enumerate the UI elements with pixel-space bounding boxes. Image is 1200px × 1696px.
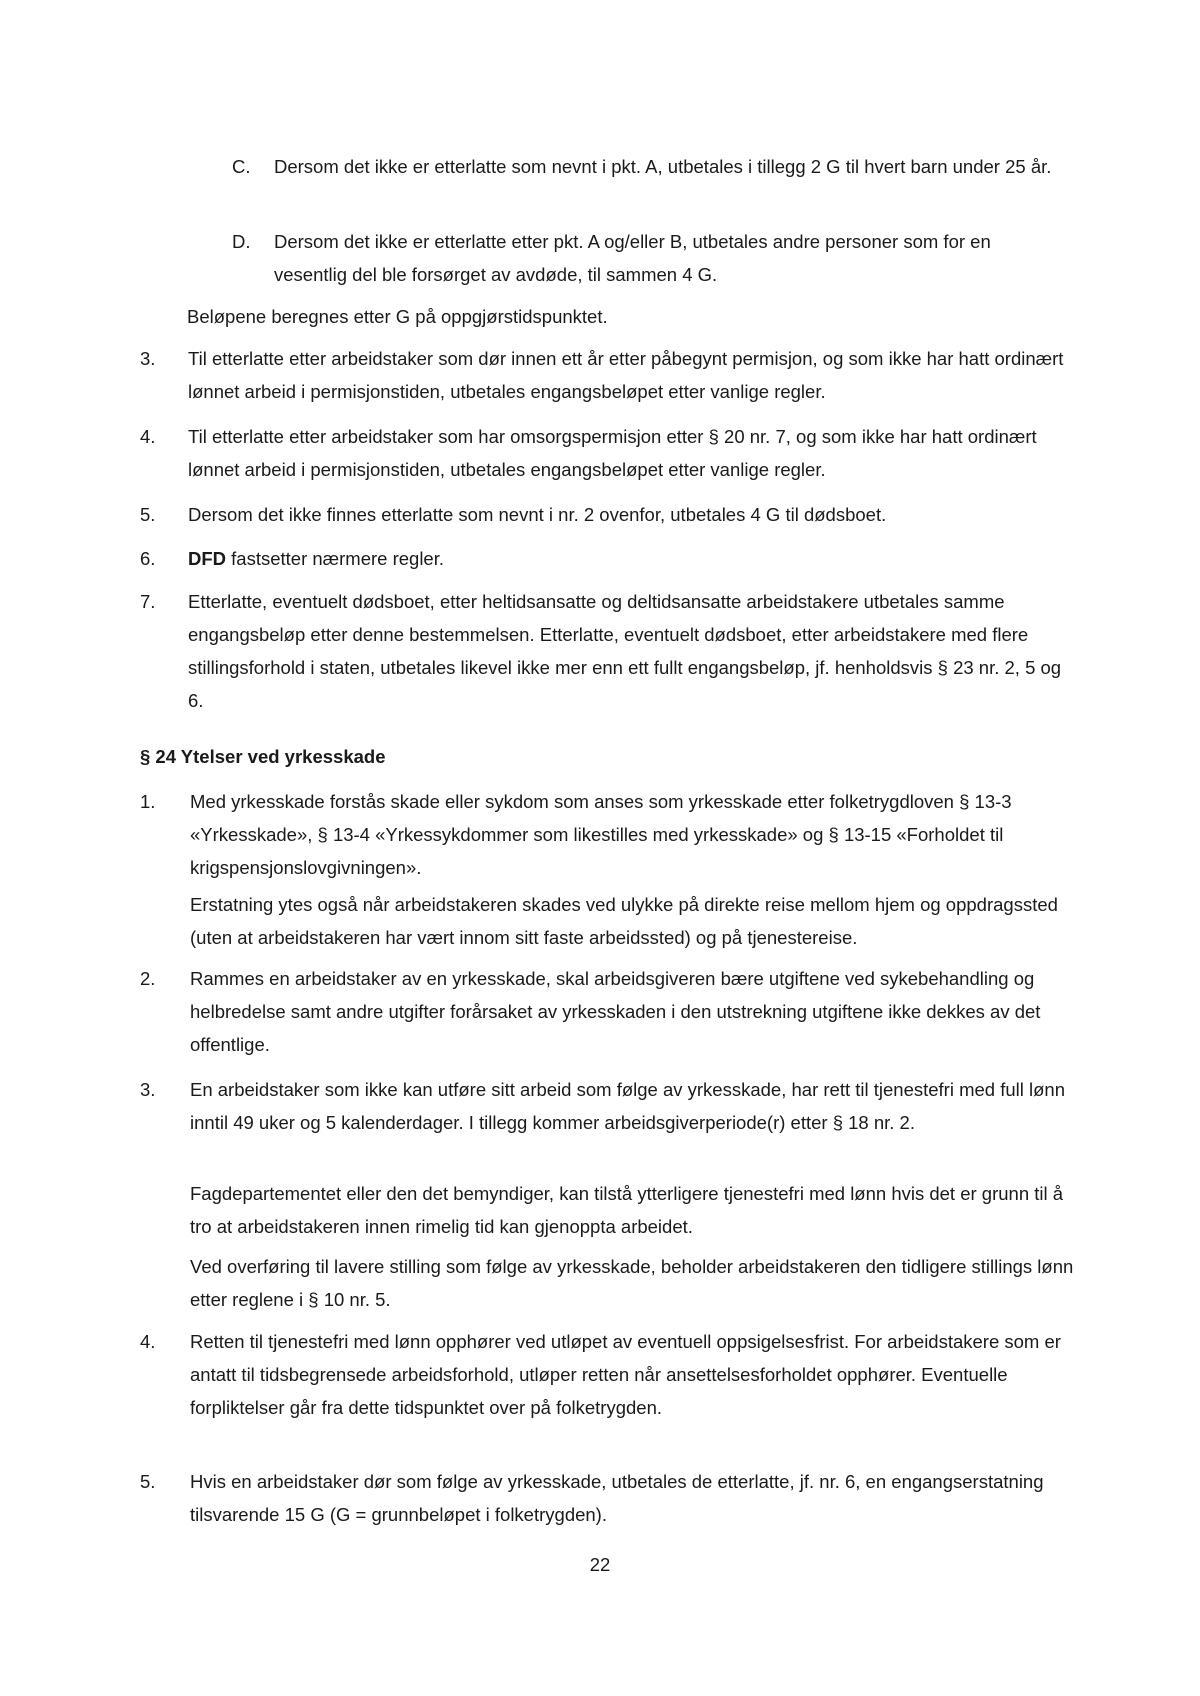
- list-item-label: 5.: [140, 504, 156, 525]
- sub-item-label: D.: [232, 231, 251, 252]
- list-item-text: Til etterlatte etter arbeidstaker som har omsorgspermisjon etter § 20 nr. 7, og som ikke har hatt ordinært lønnet arbeid i permisjonstiden, utbetales engangsbeløpet etter vanlige regler.: [188, 426, 1037, 480]
- section-heading: § 24 Ytelser ved yrkesskade: [140, 746, 386, 767]
- list-item-label: 2.: [140, 968, 156, 989]
- list-item-text-rest: fastsetter nærmere regler.: [226, 548, 445, 569]
- section24-item-1-extra: Erstatning ytes også når arbeidstakeren skades ved ulykke på direkte reise mellom hjem og oppdragssted (uten at arbeidstakeren har vært innom sitt faste arbeidssted) og på tjenestereise.: [190, 894, 1058, 948]
- list-item-6: [140, 542, 1065, 575]
- list-item-label: 3.: [140, 348, 156, 369]
- list-item-text: Til etterlatte etter arbeidstaker som dør innen ett år etter påbegynt permisjon, og som ikke har hatt ordinært lønnet arbeid i permisjonstiden, utbetales engangsbeløpet etter vanlige regler.: [188, 348, 1064, 402]
- section24-item-4: [140, 1325, 1075, 1424]
- section24-item-3-extra-1: Fagdepartementet eller den det bemyndiger, kan tilstå ytterligere tjenestefri med lønn hvis det er grunn til å tro at arbeidstakeren innen rimelig tid kan gjenoppta arbeidet.: [190, 1183, 1064, 1237]
- list-item-label: 7.: [140, 591, 156, 612]
- section24-item-2: [140, 962, 1075, 1061]
- sub-item-c: [232, 150, 1052, 183]
- list-item-7: [140, 585, 1065, 717]
- list-item-text: Rammes en arbeidstaker av en yrkesskade, skal arbeidsgiveren bære utgiftene ved sykebehandling og helbredelse samt andre utgifter forårsaket av yrkesskaden i den utstrekning utgiftene ikke dekkes av det offentlige.: [190, 968, 1041, 1055]
- list-item-text: Retten til tjenestefri med lønn opphører ved utløpet av eventuell oppsigelsesfrist. For arbeidstakere som er antatt til tidsbegrensede arbeidsforhold, utløper retten når ansettelsesforholdet opphører. Eventuelle forpliktelser går fra dette tidspunktet over på folketrygden.: [190, 1331, 1061, 1418]
- list-item-label: 1.: [140, 791, 156, 812]
- list-item-4: [140, 420, 1065, 486]
- section24-item-5: [140, 1465, 1075, 1531]
- list-item-3: [140, 342, 1065, 408]
- list-item-text: [188, 542, 1065, 575]
- sub-item-text: Dersom det ikke er etterlatte etter pkt. A og/eller B, utbetales andre personer som for en vesentlig del ble forsørget av avdøde, til sammen 4 G.: [274, 231, 991, 285]
- page-number: 22: [589, 1554, 611, 1575]
- list-item-label: 5.: [140, 1471, 156, 1492]
- sub-item-text: Dersom det ikke er etterlatte som nevnt i pkt. A, utbetales i tillegg 2 G til hvert barn under 25 år.: [274, 156, 1052, 177]
- dfd-abbrev: DFD: [188, 548, 227, 569]
- list-item-text: Hvis en arbeidstaker dør som følge av yrkesskade, utbetales de etterlatte, jf. nr. 6, en engangserstatning tilsvarende 15 G (G = grunnbeløpet i folketrygden).: [190, 1471, 1044, 1525]
- list-item-text: En arbeidstaker som ikke kan utføre sitt arbeid som følge av yrkesskade, har rett til tjenestefri med full lønn inntil 49 uker og 5 kalenderdager. I tillegg kommer arbeidsgiverperiode(r) etter § 18 nr. 2.: [190, 1079, 1065, 1133]
- list-item-label: 4.: [140, 1331, 156, 1352]
- section24-item-1: [140, 785, 1075, 884]
- list-item-label: 3.: [140, 1079, 156, 1100]
- section24-item-3-extra-2: Ved overføring til lavere stilling som følge av yrkesskade, beholder arbeidstakeren den tidligere stillings lønn etter reglene i § 10 nr. 5.: [190, 1256, 1074, 1310]
- sub-item-d: [232, 225, 1052, 291]
- belop-note: Beløpene beregnes etter G på oppgjørstidspunktet.: [187, 306, 608, 327]
- sub-item-label: C.: [232, 156, 251, 177]
- list-item-5: [140, 498, 1065, 531]
- list-item-label: 6.: [140, 548, 156, 569]
- list-item-label: 4.: [140, 426, 156, 447]
- list-item-text: Etterlatte, eventuelt dødsboet, etter heltidsansatte og deltidsansatte arbeidstakere utbetales samme engangsbeløp etter denne bestemmelsen. Etterlatte, eventuelt dødsboet, etter arbeidstakere med flere stillingsforhold i staten, utbetales likevel ikke mer enn ett fullt engangsbeløp, jf. henholdsvis § 23 nr. 2, 5 og 6.: [188, 591, 1062, 711]
- list-item-text: Med yrkesskade forstås skade eller sykdom som anses som yrkesskade etter folketrygdloven § 13-3 «Yrkesskade», § 13-4 «Yrkessykdommer som likestilles med yrkesskade» og § 13-15 «Forholdet til krigspensjonslovgivningen».: [190, 791, 1012, 878]
- list-item-text: Dersom det ikke finnes etterlatte som nevnt i nr. 2 ovenfor, utbetales 4 G til dødsboet.: [188, 504, 887, 525]
- section24-item-3: [140, 1073, 1075, 1139]
